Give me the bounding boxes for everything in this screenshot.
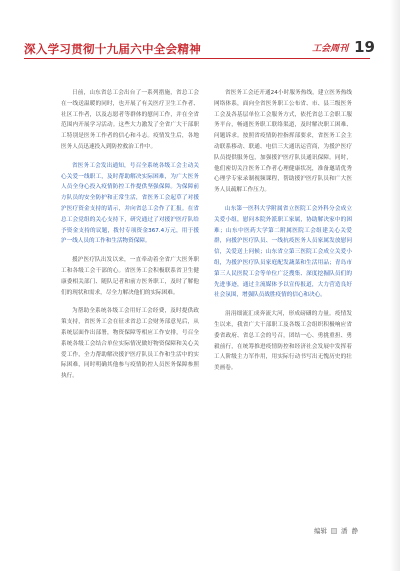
editor-label: 编辑	[314, 527, 327, 535]
page-edge-shadow	[390, 0, 400, 571]
left-column	[61, 88, 199, 390]
section-title: 深入学习贯彻十九届六中全会精神	[24, 42, 201, 56]
editor-name-part: 潘	[341, 527, 348, 535]
paragraph: 援沪医疗队出发以来，一直牵动着全省广大医务职工和各级工会干部的心。省医务工会积极联系省卫生健康委相关部门、随队记者和前方医务职工，及时了解他们的现状和需求，尽全力解决他们的实际困难。	[61, 257, 199, 296]
paragraph: 省医务工会还开通24小时服务热线，建立医务热线网络体系，面向全省医务职工公布省、市、县三级医务工会及各基层单位工会服务方式，依托省总工会职工服务平台，畅通医务职工联络渠道，及时解决职工困难、问题诉求。按照省疫情防控指挥部要求，省医务工会主动联系移动、联通、电信三大通讯运营商，为援沪医疗队员提供服务包，加强援沪医疗队员通讯保障。同时，他们密切关注医务工作者心理健康状况，准备邀请优秀心理学专家录制视频课程，帮助援沪医疗队员和广大医务人员疏解工作压力。	[214, 90, 352, 194]
paragraph-highlighted: 省医务工会发出通知，号召全系统各级工会主动关心关爱一线职工，及时帮助解决实际困难，为广大医务人员全身心投入疫情防控工作提供坚强保障。为保障前方队员的安全防护和正常生活，省医务工会起草了对援沪医疗资金支持的请示，并向省总工会作了汇报。在省总工会党组的关心支持下，研究通过了对援沪医疗队给予资金支持的议题，拨付专项资金367.4万元，用于援沪一线人员的工作和生活物资保障。	[61, 162, 199, 245]
paragraph: 为帮助全系统各级工会用好工会经费，及时提供政策支持，省医务工会在征求省总工会财务部意见后，从系统层面作出部署，物资保障等相应工作安排，号召全系统各级工会结合单位实际情况做好物资保障和关心关爱工作，全力帮助解决援沪医疗队员工作和生活中的实际困难，同时明确其他参与疫情防控人员医务保障参照执行。	[61, 308, 199, 380]
editor-credit	[314, 526, 358, 535]
header-divider	[24, 58, 370, 59]
page-header	[0, 34, 400, 60]
header-right	[312, 40, 375, 55]
paragraph: 日前，山东省总工会出台了一系列措施，省总工会在一线送温暖的同时，也开展了有关医疗卫生工作者、社区工作者，以及志愿者等群体的慰问工作，并在全省范围内开展学习活动。这些大力激发了全省广大干部职工特别是医务工作者的信心和斗志。疫情发生后，各地医务人员迅速投入到防控救治工作中。	[61, 90, 199, 150]
separator-icon	[331, 528, 337, 534]
page-number: 19	[354, 38, 375, 56]
right-column	[214, 88, 352, 382]
article-body	[61, 88, 352, 488]
magazine-brand: 工会周刊	[312, 44, 349, 54]
paragraph-highlighted: 山东第一医科大学附属省立医院工会外科分会成立关爱小组，慰问本院外派职工家属，协助解决家中的困难；山东中医药大学第二附属医院工会组建关心关爱群，向援沪医疗队员、一线抗疫医务人员家属发放慰问信，关爱送上问候；山东省立第三医院工会成立关爱小组，为援沪医疗队员家庭配发蔬菜和生活用品；青岛市第三人民医院工会等单位广泛搜集、深度挖掘队员们的先进事迹，通过主流媒体予以宣传报道，大力营造良好社会氛围，增强队员战胜疫情的信心和决心。	[214, 205, 352, 299]
editor-name-part: 静	[351, 527, 358, 535]
paragraph: 涓涓细流汇成奔流大河，形成磅礴的力量。疫情发生以来，我省广大干部职工及各级工会组织积极响应省委省政府、省总工会的号召，团结一心、勇挑重担、勇毅前行，在统筹推进疫情防控和经济社会发展中发挥着工人阶级主力军作用，用实际行动书写出无愧历史的壮美画卷。	[214, 311, 352, 372]
